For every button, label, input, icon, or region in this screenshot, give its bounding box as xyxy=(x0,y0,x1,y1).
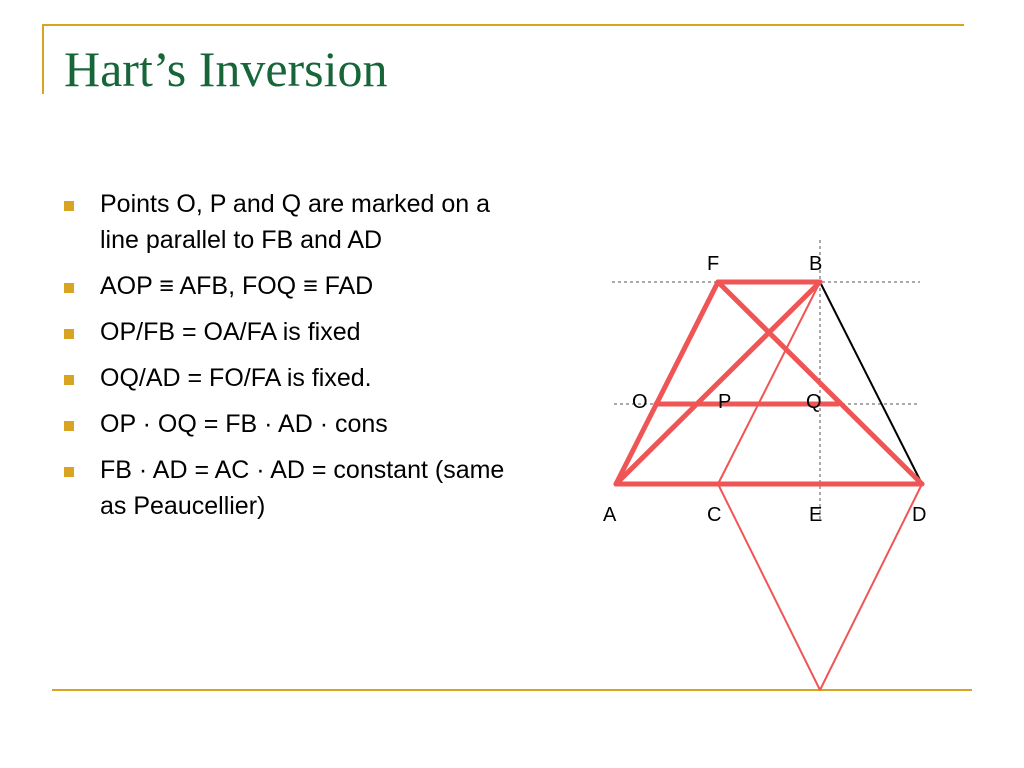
bullet-text: OQ/AD = FO/FA is fixed. xyxy=(100,364,372,392)
bullet-text: Points O, P and Q are marked on a line parallel to FB and AD xyxy=(100,190,491,254)
point-label-b: B xyxy=(809,253,823,275)
square-bullet-icon xyxy=(64,467,74,477)
bullet-item xyxy=(62,452,522,524)
link-af xyxy=(616,282,718,484)
point-label-p: P xyxy=(718,391,732,413)
bullet-text: FB · AD = AC · AD = constant (same as Peaucellier) xyxy=(100,456,505,520)
square-bullet-icon xyxy=(64,375,74,385)
linkage-diagram xyxy=(600,235,940,695)
point-label-f: F xyxy=(707,253,720,275)
slide-title: Hart’s Inversion xyxy=(64,41,388,97)
point-label-c: C xyxy=(707,504,722,526)
point-label-o: O xyxy=(632,391,648,413)
link-c-bottom xyxy=(718,484,823,690)
bullet-item xyxy=(62,314,522,350)
bullet-item xyxy=(62,186,522,258)
bullet-item xyxy=(62,268,522,304)
bullet-list xyxy=(62,186,522,534)
square-bullet-icon xyxy=(64,283,74,293)
point-label-e: E xyxy=(809,504,823,526)
bullet-item xyxy=(62,406,522,442)
point-label-q: Q xyxy=(806,391,822,413)
point-label-d: D xyxy=(912,504,927,526)
frame-left-rule xyxy=(42,24,44,94)
square-bullet-icon xyxy=(64,329,74,339)
link-cb xyxy=(718,282,820,484)
frame-top-rule xyxy=(42,24,964,26)
bullet-text: AOP ≡ AFB, FOQ ≡ FAD xyxy=(100,272,374,300)
point-label-a: A xyxy=(603,504,617,526)
square-bullet-icon xyxy=(64,201,74,211)
bullet-text: OP/FB = OA/FA is fixed xyxy=(100,318,361,346)
square-bullet-icon xyxy=(64,421,74,431)
link-ab xyxy=(616,282,820,484)
bullet-item xyxy=(62,360,522,396)
edge-bd xyxy=(820,282,922,484)
link-d-bottom xyxy=(820,484,922,690)
bullet-text: OP · OQ = FB · AD · cons xyxy=(100,410,388,438)
